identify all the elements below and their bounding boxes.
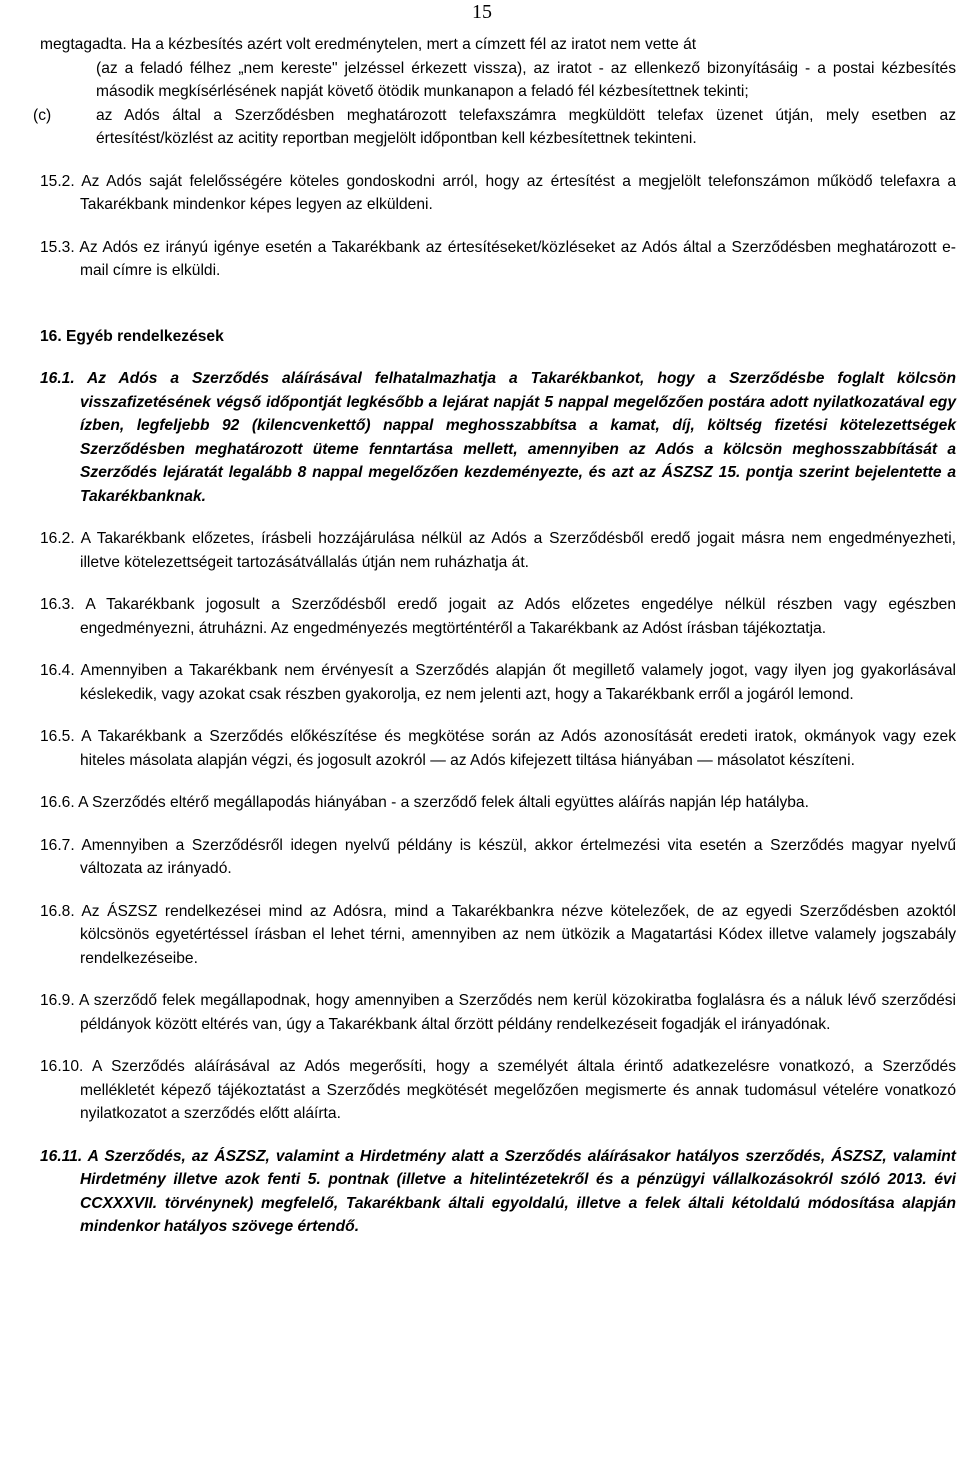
- paragraph-15-3: 15.3. Az Adós ez irányú igénye esetén a Takarékbank az értesítéseket/közléseket az Adós által a Szerződésben meghatározott e-mail címre is elküldi.: [40, 238, 956, 279]
- paragraph-16-2: 16.2. A Takarékbank előzetes, írásbeli hozzájárulása nélkül az Adós a Szerződésből eredő jogait másra nem engedményezheti, illetve kötelezettségeit tartozásátvállalás útján nem ruházhatja át.: [40, 530, 956, 571]
- list-item-c: [33, 104, 956, 151]
- intro-first-line: megtagadta. Ha a kézbesítés azért volt eredménytelen, mert a címzett fél az iratot nem vette át: [40, 36, 697, 53]
- paragraph-16-10: 16.10. A Szerződés aláírásával az Adós megerősíti, hogy a személyét általa érintő adatkezelésre vonatkozó, a Szerződés mellékletét képező tájékoztatást a Szerződés megkötését megelőzően megismerte és annak tudomásul vételére vonatkozó nyilatkozatot a szerződés előtt aláírta.: [40, 1058, 956, 1122]
- paragraph-16-6: 16.6. A Szerződés eltérő megállapodás hiányában - a szerződő felek általi együttes aláírás napján lép hatályba.: [40, 794, 809, 811]
- list-item-label: (c): [33, 106, 52, 124]
- list-item-text: az Adós által a Szerződésben meghatározott telefaxszámra megküldött telefax üzenet útján, mely esetben az értesítést/közlést az acitity reportban megjelölt időpontban kell kézbesítettnek tekinteni.: [96, 106, 956, 147]
- paragraph-15-2: 15.2. Az Adós saját felelősségére köteles gondoskodni arról, hogy az értesítést a megjelölt telefonszámon működő telefaxra a Takarékbank mindenkor képes legyen az elküldeni.: [40, 172, 956, 213]
- paragraph-16-9: 16.9. A szerződő felek megállapodnak, hogy amennyiben a Szerződés nem kerül közokiratba foglalásra és a náluk lévő szerződési példányok között eltérés van, úgy a Takarékbank által őrzött példány rendelkezéseit fogadják el irányadónak.: [40, 992, 956, 1033]
- section-16-heading: 16. Egyéb rendelkezések: [40, 327, 224, 345]
- paragraph-16-5: 16.5. A Takarékbank a Szerződés előkészítése és megkötése során az Adós azonosítását eredeti iratok, okmányok vagy ezek hiteles másolata alapján végzi, és jogosult azokról — az Adós kifejezett tiltása hiányában — másolatot készíteni.: [40, 728, 956, 769]
- paragraph-16-7: 16.7. Amennyiben a Szerződésről idegen nyelvű példány is készül, akkor értelmezési vita esetén a Szerződés magyar nyelvű változata az irányadó.: [40, 836, 956, 877]
- paragraph-16-3: 16.3. A Takarékbank jogosult a Szerződésből eredő jogait az Adós előzetes engedélye nélkül részben vagy egészben engedményezni, átruházni. Az engedményezés megtörténtéről a Takarékbank az Adóst írásban tájékoztatja.: [40, 596, 956, 637]
- paragraph-16-4: 16.4. Amennyiben a Takarékbank nem érvényesít a Szerződés alapján őt megillető valamely jogot, vagy ilyen jog gyakorlásával késlekedik, vagy azokat csak részben gyakorolja, ez nem jelenti azt, hogy a Takarékbank erről a jogáról lemond.: [40, 662, 956, 703]
- intro-continuation: (az a feladó félhez „nem kereste" jelzéssel érkezett vissza), az iratot - az ellenkező bizonyításáig - a postai kézbesítés második megkísérlésének napját követő ötödik munkanapon a feladó fél kézbesítettnek tekinti;: [96, 59, 956, 100]
- paragraph-16-1: 16.1. Az Adós a Szerződés aláírásával felhatalmazhatja a Takarékbankot, hogy a Szerződésbe foglalt kölcsön visszafizetésének végső időpontját legkésőbb a lejárat napját 5 nappal megelőzően postára adott nyilatkozatával egy ízben, legfeljebb 92 (kilencvenkettő) nappal meghosszabbítsa a kamat, díj, költség fizetési kötelezettségek Szerződésben meghatározott üteme fenntartása mellett, amennyiben az Adós a kölcsön meghosszabbítását a Szerződés lejáratát legalább 8 nappal megelőzően kezdeményezte, és azt az ÁSZSZ 15. pontja szerint bejelentette a Takarékbanknak.: [40, 370, 956, 505]
- paragraph-16-11: 16.11. A Szerződés, az ÁSZSZ, valamint a Hirdetmény alatt a Szerződés aláírásakor hatályos szerződés, ÁSZSZ, valamint Hirdetmény illetve azok fenti 5. pontnak (illetve a hitelintézetekről és a pénzügyi vállalkozásokról szóló 2013. évi CCXXXVII. törvénynek) megfelelő, Takarékbank általi egyoldalú, illetve a felek általi kétoldalú módosítása alapján mindenkor hatályos szövege értendő.: [40, 1147, 956, 1235]
- paragraph-16-8: 16.8. Az ÁSZSZ rendelkezései mind az Adósra, mind a Takarékbankra nézve kötelezőek, de az egyedi Szerződésben azoktól kölcsönös egyetértéssel írásban el lehet térni, amennyiben az nem ütközik a Magatartási Kódex illetve valamely jogszabály rendelkezéseibe.: [40, 902, 956, 967]
- document-body: [33, 33, 956, 1239]
- page-number: 15: [472, 1, 492, 23]
